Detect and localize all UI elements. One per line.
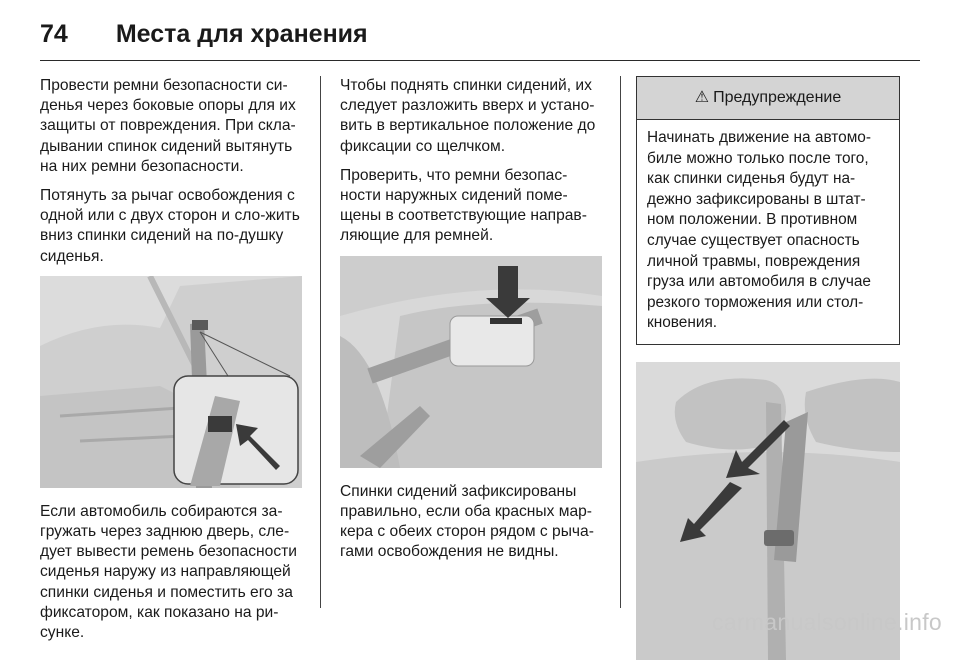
paragraph: Потянуть за рычаг освобождения с одной или с двух сторон и сло-жить вниз спинки сидений на по-душку сиденья. — [40, 187, 300, 265]
seatbelt-guide-illustration — [40, 276, 302, 488]
column-divider-2 — [620, 76, 621, 608]
paragraph: Провести ремни безопасности си-денья через боковые опоры для их защиты от повреждения. При скла-дывании спинок сидений вытянуть на них ремни безопасности. — [40, 77, 296, 175]
section-title: Места для хранения — [115, 19, 368, 48]
text-column-2 — [340, 76, 606, 571]
warning-triangle-icon: ⚠ — [694, 88, 710, 106]
text-column-3 — [636, 76, 900, 660]
header-divider — [40, 60, 920, 61]
warning-box — [636, 76, 900, 345]
paragraph: Проверить, что ремни безопас-ности наружных сидений поме-щены в соответствующие направ-ляющие для ремней. — [340, 166, 587, 245]
watermark: carmanualsonline.info — [711, 609, 942, 635]
warning-header — [637, 77, 899, 120]
warning-title: Предупреждение — [713, 88, 842, 106]
page-number: 74 — [40, 19, 68, 48]
paragraph: Если автомобиль собираются за-гружать через заднюю дверь, сле-дует вывести ремень безопасности сиденья наружу из направляющей спинки сиденья и поместить его за фиксатором, как показано на ри-сунке. — [40, 502, 297, 642]
paragraph: Спинки сидений зафиксированы правильно, если оба красных мар-кера с обеих сторон рядом с рыча-гами освобождения не видны. — [340, 482, 594, 561]
text-column-1 — [40, 76, 302, 652]
seatback-lock-illustration — [340, 256, 602, 468]
paragraph: Чтобы поднять спинки сидений, их следует разложить вверх и устано-вить в вертикальное положение до фиксации со щелчком. — [340, 77, 596, 155]
column-divider-1 — [320, 76, 321, 608]
warning-text: Начинать движение на автомо-биле можно только после того, как спинки сиденья будут на-дежно зафиксированы в штат-ном положении. В противном случае существует опасность личной травмы, повреждения груза или автомобиля в случае резкого торможения или стол-кновения. — [647, 129, 871, 332]
page-header — [40, 14, 368, 54]
